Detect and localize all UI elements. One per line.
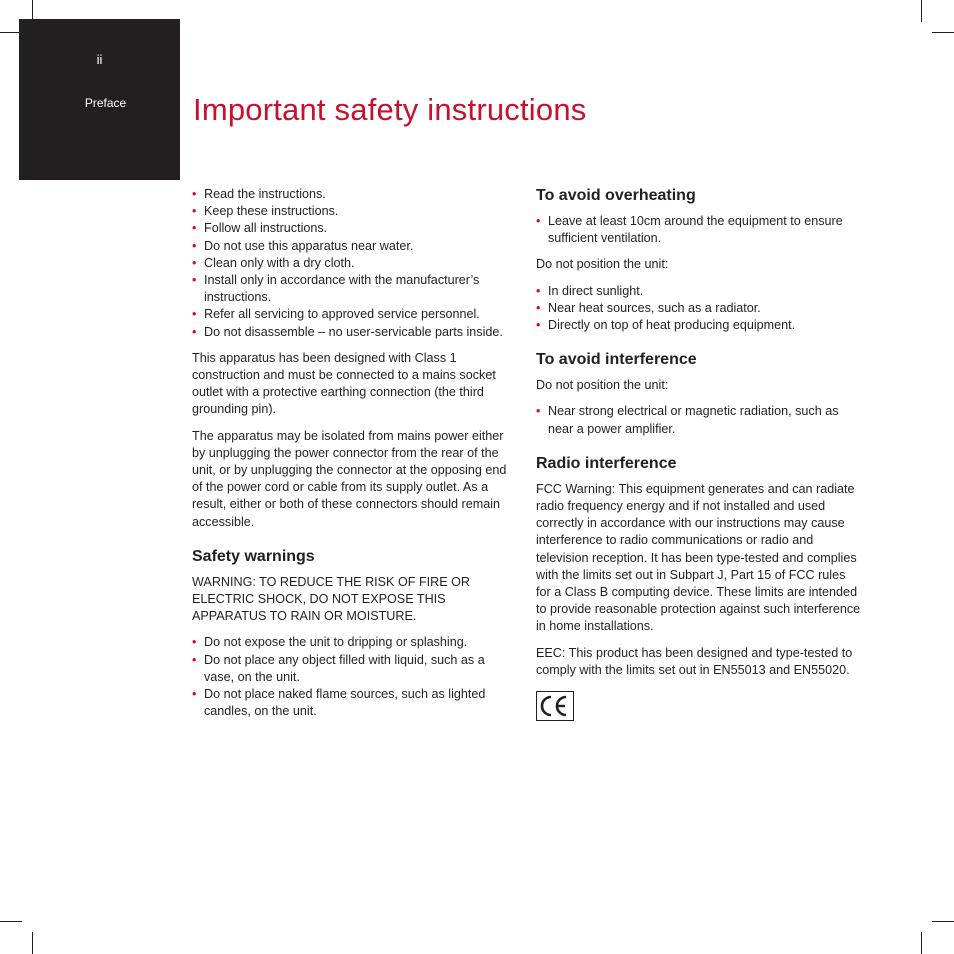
class1-paragraph: This apparatus has been designed with Class 1 construction and must be connected to a mains socket outlet with a protective earthing connection (the third grounding pin). (192, 350, 496, 417)
warning-paragraph: WARNING: TO REDUCE THE RISK OF FIRE OR ELECTRIC SHOCK, DO NOT EXPOSE THIS APPARATUS TO RAIN OR MOISTURE. (192, 574, 471, 624)
crop-mark (921, 0, 922, 22)
list-item: • Do not place any object filled with liquid, such as a vase, on the unit. (192, 652, 517, 686)
crop-mark (921, 932, 922, 954)
isolation-paragraph: The apparatus may be isolated from mains power either by unplugging the power connector from the rear of the unit, or by unplugging the connector at the opposing end of the power cord or cable from its supply outlet. As a result, either or both of these connectors should remain accessible. (192, 428, 507, 529)
crop-mark (32, 932, 33, 954)
page-title: Important safety instructions (193, 92, 587, 127)
radio-interference-heading: Radio interference (536, 454, 677, 472)
eec-paragraph: EEC: This product has been designed and type-tested to comply with the limits set out in EN55013 and EN55020. (536, 645, 853, 677)
overheating-list (536, 213, 861, 247)
list-item: • Clean only with a dry cloth. (192, 255, 517, 272)
ce-mark-icon (536, 691, 574, 721)
list-item: • Near strong electrical or magnetic radiation, such as near a power amplifier. (536, 403, 861, 437)
fcc-paragraph: FCC Warning: This equipment generates and can radiate radio frequency energy and if not installed and used correctly in accordance with our instructions may cause interference to radio communications or radio and television reception. It has been type-tested and complies with the limits set out in Subpart J, Part 15 of FCC rules for a Class B computing device. These limits are intended to provide reasonable protection against such interference in home installations. (536, 481, 861, 634)
list-item: • Do not disassemble – no user-servicable parts inside. (192, 324, 517, 341)
left-column (192, 186, 517, 729)
interference-position-text: Do not position the unit: (536, 378, 669, 393)
list-item: • Near heat sources, such as a radiator. (536, 300, 861, 317)
list-item: • Do not use this apparatus near water. (192, 238, 517, 255)
page-number: ii (96, 52, 103, 67)
crop-mark (0, 921, 22, 922)
list-item: • Install only in accordance with the manufacturer’s instructions. (192, 272, 517, 306)
crop-mark (932, 32, 954, 33)
safety-list (192, 634, 517, 720)
list-item: • Do not expose the unit to dripping or splashing. (192, 634, 517, 651)
interference-list (536, 403, 861, 437)
section-label: Preface (84, 96, 127, 110)
header-block (19, 19, 180, 180)
list-item: • Leave at least 10cm around the equipment to ensure sufficient ventilation. (536, 213, 861, 247)
list-item: • Refer all servicing to approved service personnel. (192, 306, 517, 323)
overheating-heading: To avoid overheating (536, 187, 696, 204)
list-item: • Keep these instructions. (192, 203, 517, 220)
position-list (536, 283, 861, 335)
list-item: • Do not place naked flame sources, such as lighted candles, on the unit. (192, 686, 517, 720)
safety-warnings-heading: Safety warnings (192, 547, 315, 565)
instructions-list (192, 186, 517, 341)
list-item: • In direct sunlight. (536, 283, 861, 300)
list-item: • Read the instructions. (192, 186, 517, 203)
crop-mark (932, 921, 954, 922)
overheating-position-text: Do not position the unit: (536, 257, 669, 272)
list-item: • Follow all instructions. (192, 220, 517, 237)
list-item: • Directly on top of heat producing equipment. (536, 317, 861, 334)
interference-heading: To avoid interference (536, 351, 697, 369)
right-column (536, 186, 861, 721)
